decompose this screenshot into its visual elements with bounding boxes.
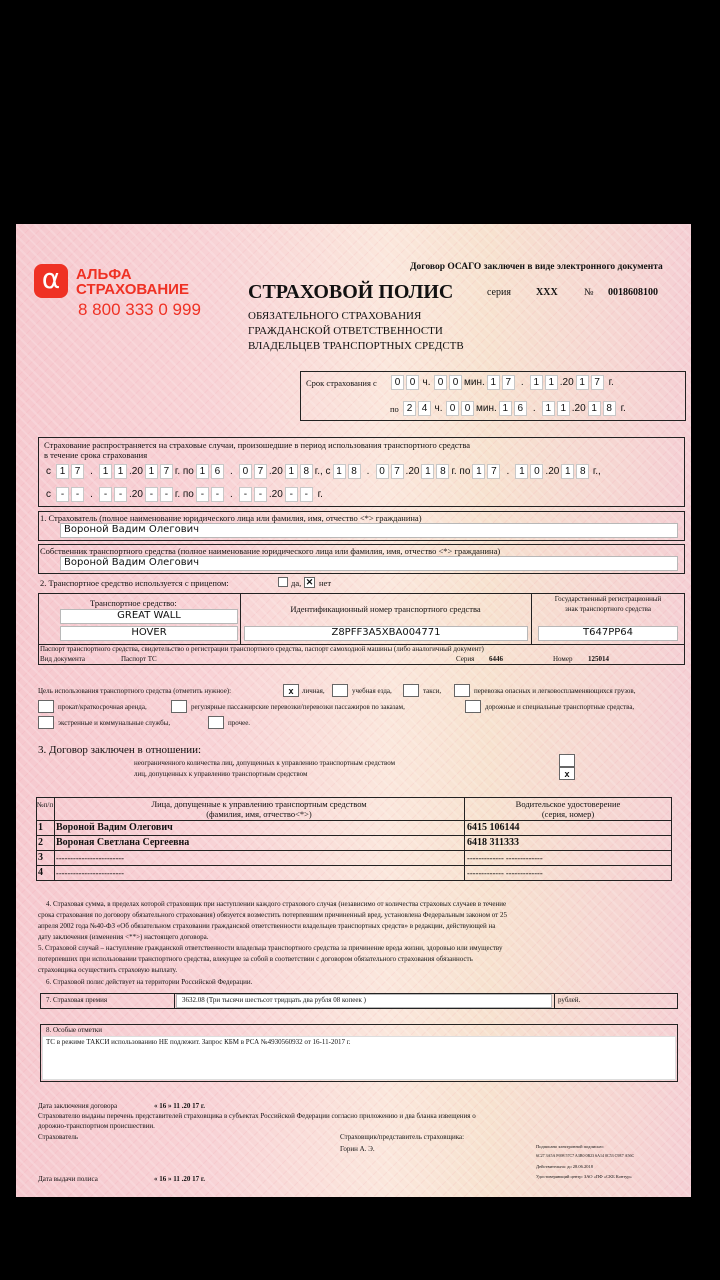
digit-cell: 1: [114, 464, 127, 479]
signature-line3: Действительна: до 28.06.2018: [536, 1164, 593, 1169]
digit-cell: 0: [530, 464, 543, 479]
digit-cell: 2: [403, 401, 416, 416]
driver-row-license: 6415 106144: [467, 822, 520, 833]
digit-separator: .20: [545, 466, 560, 477]
purpose-item-special: дорожные и специальные транспортные средства,: [485, 703, 635, 711]
purpose-training-checkbox[interactable]: [332, 684, 348, 697]
owner-value: Вороной Вадим Олегович: [64, 557, 199, 568]
digit-cell: 4: [418, 401, 431, 416]
purpose-item-personal: личная,: [302, 687, 325, 695]
signature-line2: 6C27 3A5A F698 57C7 A3B0 0B23 6A14 0C53 C9E7 A56C: [536, 1153, 635, 1158]
digit-separator: г. по: [174, 489, 194, 500]
vehicle-doc-number-label: Номер: [553, 655, 573, 663]
owner-label: Собственник транспортного средства (полное наименование юридического лица или фамилия, имя, отчество <*> гражданина): [40, 546, 501, 556]
vehicle-doc-series-label: Серия: [456, 655, 475, 663]
digit-cell: 1: [561, 464, 574, 479]
digit-cell: 7: [487, 464, 500, 479]
signature-line1: Подписано электронной подписью:: [536, 1144, 604, 1149]
digit-separator: г. по: [174, 466, 194, 477]
contract-label: 3. Договор заключен в отношении:: [38, 744, 202, 756]
digit-cell: 1: [472, 464, 485, 479]
vehicle-make: GREAT WALL: [117, 610, 181, 621]
digit-cell: 0: [434, 375, 447, 390]
signature-line4: Удостоверяющий центр: ЗАО «ПФ «СКБ Контур»: [536, 1174, 632, 1179]
digit-cell: -: [196, 487, 209, 502]
series-value: ХХХ: [536, 287, 558, 298]
issued-text1: Страхователю выданы перечень представителей страховщика в субъектах Российской Федерации согласно приложению и два бланка извещения о: [38, 1112, 476, 1120]
driver-row-name: ------------------------: [56, 853, 124, 863]
digit-cell: 0: [449, 375, 462, 390]
digit-cell: 7: [254, 464, 267, 479]
digit-cell: -: [114, 487, 127, 502]
digit-cell: 6: [514, 401, 527, 416]
premium-unit: рублей.: [558, 996, 581, 1004]
digit-cell: 8: [300, 464, 313, 479]
insured-label: 1. Страхователь (полное наименование юридического лица или фамилия, имя, отчество <*> гражданина): [40, 513, 422, 523]
clause-5-line2: потерпевших при использовании транспортного средства, влекущее за собой в соответствии с договором обязательного страхования обязанность: [38, 955, 473, 963]
digit-separator: .20: [405, 466, 420, 477]
driver-row-license: 6418 311333: [467, 837, 519, 848]
purpose-item-taxi: такси,: [423, 687, 442, 695]
digit-cell: 0: [239, 464, 252, 479]
vehicle-col3-header2: знак транспортного средства: [565, 605, 651, 613]
driver-row-license: ------------- -------------: [467, 868, 543, 878]
vehicle-doc-type: Паспорт ТС: [121, 655, 157, 663]
page-title: СТРАХОВОЙ ПОЛИС: [248, 281, 454, 303]
term-from-digits: [390, 375, 618, 390]
subtitle-line3: ВЛАДЕЛЬЦЕВ ТРАНСПОРТНЫХ СРЕДСТВ: [248, 340, 464, 352]
digit-cell: 1: [56, 464, 69, 479]
contract-option2: лиц, допущенных к управлению транспортным средством: [134, 770, 308, 778]
digit-separator: .20: [129, 489, 143, 500]
notes-label: 8. Особые отметки: [46, 1026, 102, 1034]
digit-cell: -: [71, 487, 84, 502]
insured-value: Вороной Вадим Олегович: [64, 524, 199, 535]
purpose-dangerous-checkbox[interactable]: [454, 684, 470, 697]
notes-text: ТС в режиме ТАКСИ использованию НЕ подлежит. Запрос КБМ в РСА №4930560932 от 16-11-2017 г.: [46, 1038, 351, 1046]
term-to-label: по: [390, 404, 399, 414]
digit-cell: 1: [421, 464, 434, 479]
digit-cell: 0: [446, 401, 459, 416]
contract-date: « 16 » 11 .20 17 г.: [154, 1102, 206, 1110]
purpose-personal-checkbox[interactable]: x: [283, 684, 299, 697]
digit-cell: 0: [461, 401, 474, 416]
policy-document: [16, 224, 691, 1197]
clause-6: 6. Страховой полис действует на территории Российской Федерации.: [46, 978, 253, 986]
contract-option1: неограниченного количества лиц, допущенных к управлению транспортным средством: [134, 759, 395, 767]
vehicle-doc-note: Паспорт транспортного средства, свидетельство о регистрации транспортного средства, паспорт самоходной машины (либо аналогичный документ): [40, 645, 484, 653]
drivers-header-num: №п/п: [37, 801, 54, 809]
digit-separator: .: [229, 466, 233, 477]
insurer-name: Горин А. Э.: [340, 1145, 375, 1153]
vehicle-plate: Т647РР64: [583, 627, 633, 638]
contract-date-label: Дата заключения договора: [38, 1102, 118, 1110]
digit-separator: .20: [268, 466, 283, 477]
purpose-passenger-checkbox[interactable]: [171, 700, 187, 713]
vehicle-vin: Z8PFF3A5XBA004771: [331, 627, 441, 638]
vehicle-doc-series: 6446: [489, 655, 503, 663]
drivers-header-license2: (серия, номер): [541, 809, 595, 819]
digit-cell: 8: [348, 464, 361, 479]
digit-cell: 0: [406, 375, 419, 390]
purpose-emergency-checkbox[interactable]: [38, 716, 54, 729]
purpose-item-rental: прокат/краткосрочная аренда,: [58, 703, 147, 711]
purpose-item-training: учебная езда,: [352, 687, 392, 695]
coverage-text1: Страхование распространяется на страховые случаи, произошедшие в период использования транспортного средства: [44, 440, 471, 450]
digit-cell: 7: [502, 375, 515, 390]
purpose-other-checkbox[interactable]: [208, 716, 224, 729]
purpose-rental-checkbox[interactable]: [38, 700, 54, 713]
digit-cell: -: [239, 487, 252, 502]
issue-date-label: Дата выдачи полиса: [38, 1175, 98, 1183]
term-to-digits: [402, 401, 630, 416]
coverage-row1: [42, 464, 603, 479]
driver-row-num: 2: [38, 837, 43, 848]
digit-separator: г. по: [451, 466, 471, 477]
clause-4-line4: дату заключения (изменения <**>) настоящего договора.: [38, 933, 209, 941]
digit-cell: 1: [487, 375, 500, 390]
digit-separator: .: [90, 489, 93, 500]
digit-cell: 1: [285, 464, 298, 479]
clause-4-line1: 4. Страховая сумма, в пределах которой страховщик при наступлении каждого страхового случая (независимо от количества страховых случаев в течение: [46, 900, 507, 908]
digit-cell: 1: [499, 401, 512, 416]
insurer-label: Страховщик/представитель страховщика:: [340, 1133, 465, 1141]
purpose-item-emergency: экстренные и коммунальные службы,: [58, 719, 171, 727]
brand-name-line2: СТРАХОВАНИЕ: [76, 281, 189, 298]
digit-cell: -: [99, 487, 112, 502]
digit-cell: 8: [603, 401, 616, 416]
digit-separator: г., с: [314, 466, 331, 477]
trailer-yes-checkbox[interactable]: [278, 577, 288, 587]
contract-unlimited-checkbox[interactable]: [559, 754, 575, 767]
contract-limited-checkbox[interactable]: x: [559, 767, 575, 780]
clause-4-line2: срока страхования по договору обязательного страхования) обязуется возместить потерпевшим причиненный вред, установлена Федеральным законом от 25: [38, 911, 507, 919]
alfa-logo-icon: α: [34, 264, 68, 298]
digit-separator: .: [506, 466, 510, 477]
drivers-header-name2: (фамилия, имя, отчество<*>): [206, 809, 312, 819]
digit-cell: 7: [591, 375, 604, 390]
digit-cell: 1: [545, 375, 558, 390]
digit-separator: г.: [608, 377, 614, 388]
digit-cell: -: [285, 487, 298, 502]
clause-5-line1: 5. Страховой случай – наступление гражданской ответственности владельца транспортного средства за причинение вреда жизни, здоровью или имуществу: [38, 944, 503, 952]
vehicle-col2-header: Идентификационный номер транспортного средства: [290, 604, 481, 614]
digit-cell: 0: [376, 464, 389, 479]
driver-row-license: ------------- -------------: [467, 853, 543, 863]
digit-cell: -: [145, 487, 158, 502]
digit-separator: .: [229, 489, 233, 500]
digit-cell: 6: [211, 464, 224, 479]
digit-separator: .: [90, 466, 93, 477]
issue-date: « 16 » 11 .20 17 г.: [154, 1175, 206, 1183]
digit-cell: -: [254, 487, 267, 502]
digit-cell: -: [300, 487, 313, 502]
digit-cell: 8: [436, 464, 449, 479]
drivers-header-license1: Водительское удостоверение: [515, 799, 621, 809]
brand-phone: 8 800 333 0 999: [78, 300, 201, 319]
coverage-text2: в течение срока страхования: [44, 450, 148, 460]
series-label: серия: [487, 287, 511, 298]
digit-separator: г.: [317, 489, 323, 500]
digit-cell: 7: [160, 464, 173, 479]
digit-separator: .20: [571, 403, 586, 414]
digit-cell: 0: [391, 375, 404, 390]
digit-cell: 8: [576, 464, 589, 479]
driver-row-name: ------------------------: [56, 868, 124, 878]
digit-separator: мин.: [464, 377, 485, 388]
digit-separator: с: [46, 489, 51, 500]
issued-text2: дорожно-транспортном происшествии.: [38, 1122, 155, 1130]
digit-cell: 1: [530, 375, 543, 390]
digit-cell: -: [160, 487, 173, 502]
digit-cell: 1: [557, 401, 570, 416]
clause-4-line3: апреля 2002 года №40-ФЗ «Об обязательном страховании гражданской ответственности владельцев транспортных средств» в редакции, действующей на: [38, 922, 496, 930]
trailer-label: 2. Транспортное средство используется с прицепом:: [40, 578, 229, 588]
digit-cell: 1: [99, 464, 112, 479]
digit-separator: .20: [559, 377, 574, 388]
vehicle-col3-header1: Государственный регистрационный: [554, 595, 662, 603]
premium-value: 3632.08 (Три тысячи шестьсот тридцать два рубля 08 копеек ): [182, 996, 366, 1004]
trailer-no-checkbox[interactable]: ✕: [305, 577, 314, 587]
driver-row-num: 3: [38, 852, 43, 863]
digit-separator: .: [520, 377, 524, 388]
digit-separator: с: [46, 466, 51, 477]
digit-separator: .20: [268, 489, 283, 500]
vehicle-model: HOVER: [131, 627, 167, 638]
insured-signature-label: Страхователь: [38, 1133, 79, 1141]
digit-separator: ч.: [422, 377, 431, 388]
digit-separator: мин.: [476, 403, 497, 414]
term-from-label: Срок страхования с: [306, 378, 377, 388]
electronic-note: Договор ОСАГО заключен в виде электронного документа: [410, 262, 663, 272]
digit-cell: 1: [196, 464, 209, 479]
digit-cell: 1: [145, 464, 158, 479]
digit-cell: 7: [391, 464, 404, 479]
purpose-item-other: прочее.: [228, 719, 251, 727]
trailer-no-label: нет: [319, 578, 332, 588]
driver-row-name: Вороной Вадим Олегович: [56, 822, 173, 833]
vehicle-doc-number: 125014: [588, 655, 609, 663]
digit-cell: 1: [542, 401, 555, 416]
subtitle-line1: ОБЯЗАТЕЛЬНОГО СТРАХОВАНИЯ: [248, 310, 422, 322]
purpose-label: Цель использования транспортного средства (отметить нужное):: [38, 687, 232, 695]
digit-cell: 1: [588, 401, 601, 416]
digit-separator: г.: [620, 403, 626, 414]
driver-row-num: 1: [38, 822, 43, 833]
digit-cell: 1: [333, 464, 346, 479]
digit-cell: 1: [515, 464, 528, 479]
coverage-row2: [42, 487, 327, 502]
driver-row-num: 4: [38, 867, 43, 878]
purpose-item-passenger: регулярные пассажирские перевозки/перевозки пассажиров по заказам,: [191, 703, 405, 711]
vehicle-doc-type-label: Вид документа: [40, 655, 86, 663]
vehicle-col1-header: Транспортное средство:: [90, 598, 177, 608]
driver-row-name: Вороная Светлана Сергеевна: [56, 837, 190, 848]
subtitle-line2: ГРАЖДАНСКОЙ ОТВЕТСТВЕННОСТИ: [248, 325, 443, 337]
premium-label: 7. Страховая премия: [46, 996, 108, 1004]
digit-separator: .20: [129, 466, 143, 477]
digit-cell: 1: [576, 375, 589, 390]
trailer-yes-label: да,: [291, 578, 302, 588]
purpose-item-dangerous: перевозка опасных и легковоспламеняющихся грузов,: [474, 687, 636, 695]
digit-separator: .: [532, 403, 536, 414]
purpose-special-checkbox[interactable]: [465, 700, 481, 713]
digit-cell: 7: [71, 464, 84, 479]
policy-number: 0018608100: [608, 287, 658, 298]
digit-cell: -: [56, 487, 69, 502]
number-label: №: [584, 287, 594, 298]
clause-5-line3: страховщика осуществить страховую выплату.: [38, 966, 178, 974]
digit-separator: .: [366, 466, 370, 477]
drivers-header-name1: Лица, допущенные к управлению транспортным средством: [151, 799, 367, 809]
digit-separator: г.,: [592, 466, 601, 477]
brand-name-line1: АЛЬФА: [76, 266, 132, 283]
digit-cell: -: [211, 487, 224, 502]
purpose-taxi-checkbox[interactable]: [403, 684, 419, 697]
digit-separator: ч.: [434, 403, 443, 414]
